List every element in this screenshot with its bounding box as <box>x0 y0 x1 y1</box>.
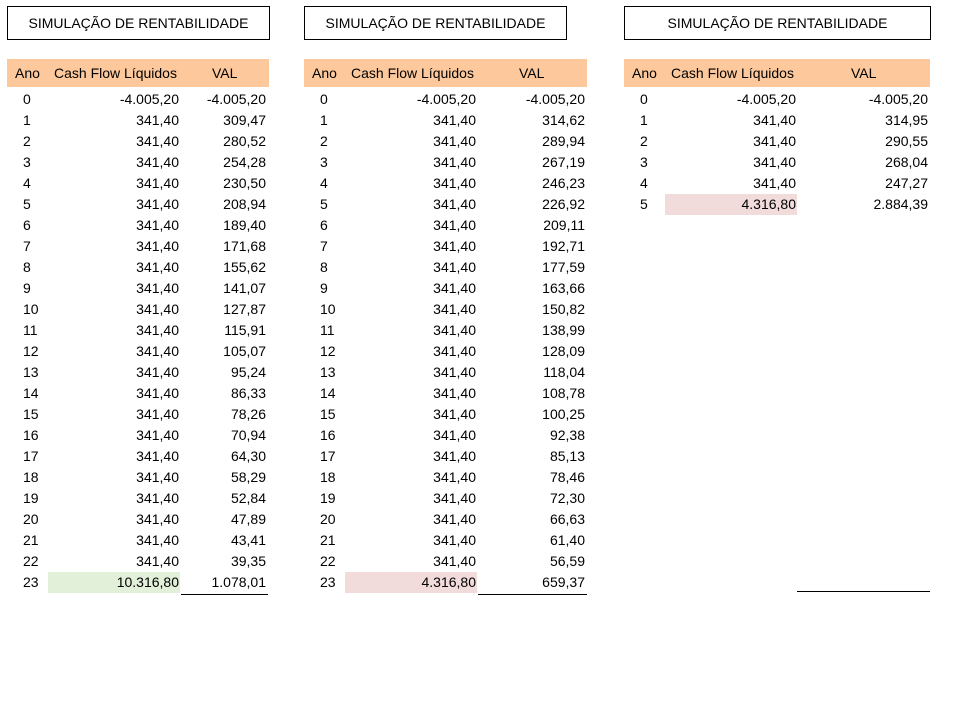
cell-ano[interactable]: 4 <box>640 175 648 191</box>
cell-ano[interactable]: 8 <box>23 259 31 275</box>
cell-val[interactable]: 254,28 <box>223 154 266 170</box>
cell-cash-flow[interactable]: 341,40 <box>136 343 179 359</box>
cell-val[interactable]: 290,55 <box>885 133 928 149</box>
cell-ano[interactable]: 1 <box>640 112 648 128</box>
cell-ano[interactable]: 21 <box>23 532 39 548</box>
cell-ano[interactable]: 10 <box>320 301 336 317</box>
cell-ano[interactable]: 20 <box>23 511 39 527</box>
cell-ano[interactable]: 11 <box>320 322 335 338</box>
cell-ano[interactable]: 2 <box>320 133 328 149</box>
cell-val[interactable]: 192,71 <box>542 238 585 254</box>
cell-ano[interactable]: 0 <box>320 91 328 107</box>
header-cash-flow: Cash Flow Líquidos <box>671 65 794 81</box>
table-row <box>0 110 962 131</box>
cell-ano[interactable]: 6 <box>320 217 328 233</box>
table-row <box>0 488 962 509</box>
cell-ano[interactable]: 19 <box>23 490 39 506</box>
table-row <box>0 509 962 530</box>
cell-cash-flow[interactable]: 341,40 <box>433 238 476 254</box>
cell-cash-flow[interactable]: 341,40 <box>136 280 179 296</box>
cell-cash-flow[interactable]: 341,40 <box>433 406 476 422</box>
cell-cash-flow[interactable]: 341,40 <box>136 511 179 527</box>
cell-ano[interactable]: 3 <box>23 154 31 170</box>
cell-val[interactable]: 155,62 <box>223 259 266 275</box>
cell-cash-flow[interactable]: 341,40 <box>136 112 179 128</box>
cell-ano[interactable]: 12 <box>320 343 336 359</box>
cell-val[interactable]: -4.005,20 <box>206 91 266 107</box>
table-row <box>0 257 962 278</box>
cell-val[interactable]: 226,92 <box>542 196 585 212</box>
panel-title: SIMULAÇÃO DE RENTABILIDADE <box>7 6 270 40</box>
cell-val[interactable]: 309,47 <box>223 112 266 128</box>
cell-cash-flow[interactable]: 341,40 <box>136 175 179 191</box>
cell-val[interactable]: 127,87 <box>223 301 266 317</box>
cell-cash-flow[interactable]: 341,40 <box>136 364 179 380</box>
table-row <box>0 89 962 110</box>
header-val: VAL <box>212 65 238 81</box>
sum-underline <box>181 594 268 595</box>
cell-cash-flow[interactable]: 341,40 <box>433 469 476 485</box>
cell-cash-flow[interactable]: 341,40 <box>433 532 476 548</box>
cell-cash-flow[interactable]: 341,40 <box>136 385 179 401</box>
cell-val[interactable]: 85,13 <box>549 448 585 464</box>
cell-ano[interactable]: 5 <box>320 196 328 212</box>
cell-val[interactable]: 72,30 <box>549 490 585 506</box>
cell-ano[interactable]: 16 <box>320 427 336 443</box>
cell-val[interactable]: 314,95 <box>885 112 928 128</box>
cell-val[interactable]: 280,52 <box>223 133 266 149</box>
cell-cash-flow[interactable]: 341,40 <box>136 322 179 338</box>
table-row <box>0 572 962 593</box>
cell-cash-flow[interactable]: 341,40 <box>433 217 476 233</box>
cell-ano[interactable]: 22 <box>320 553 336 569</box>
cell-cash-flow[interactable]: 341,40 <box>753 175 796 191</box>
cell-ano[interactable]: 15 <box>320 406 336 422</box>
cell-ano[interactable]: 15 <box>23 406 39 422</box>
cell-val[interactable]: 64,30 <box>230 448 266 464</box>
cell-cash-flow[interactable]: 341,40 <box>136 217 179 233</box>
cell-val[interactable]: 1.078,01 <box>211 574 266 590</box>
cell-cash-flow[interactable]: 341,40 <box>433 259 476 275</box>
table-row <box>0 425 962 446</box>
cell-ano[interactable]: 16 <box>23 427 39 443</box>
cell-val[interactable]: 267,19 <box>542 154 585 170</box>
cell-ano[interactable]: 12 <box>23 343 39 359</box>
sum-underline <box>797 591 930 592</box>
cell-ano[interactable]: 2 <box>23 133 31 149</box>
cell-ano[interactable]: 13 <box>23 364 39 380</box>
cell-cash-flow[interactable]: 4.316,80 <box>421 574 476 590</box>
cell-ano[interactable]: 1 <box>23 112 31 128</box>
cell-cash-flow[interactable]: -4.005,20 <box>416 91 476 107</box>
cell-ano[interactable]: 5 <box>23 196 31 212</box>
cell-val[interactable]: -4.005,20 <box>525 91 585 107</box>
panel-title: SIMULAÇÃO DE RENTABILIDADE <box>304 6 567 40</box>
cell-val[interactable]: 138,99 <box>542 322 585 338</box>
cell-cash-flow[interactable]: 341,40 <box>433 364 476 380</box>
cell-val[interactable]: 78,26 <box>230 406 266 422</box>
cell-ano[interactable]: 8 <box>320 259 328 275</box>
header-val: VAL <box>519 65 545 81</box>
cell-cash-flow[interactable]: 341,40 <box>433 553 476 569</box>
cell-ano[interactable]: 23 <box>23 574 39 590</box>
cell-val[interactable]: 86,33 <box>230 385 266 401</box>
header-ano: Ano <box>312 65 337 81</box>
cell-val[interactable]: 66,63 <box>549 511 585 527</box>
cell-cash-flow[interactable]: 341,40 <box>136 301 179 317</box>
cell-cash-flow[interactable]: 341,40 <box>433 301 476 317</box>
cell-ano[interactable]: 19 <box>320 490 336 506</box>
cell-cash-flow[interactable]: 341,40 <box>136 490 179 506</box>
cell-cash-flow[interactable]: 341,40 <box>136 448 179 464</box>
cell-val[interactable]: 92,38 <box>549 427 585 443</box>
cell-val[interactable]: 659,37 <box>542 574 585 590</box>
cell-val[interactable]: 105,07 <box>223 343 266 359</box>
cell-ano[interactable]: 23 <box>320 574 336 590</box>
header-cash-flow: Cash Flow Líquidos <box>351 65 474 81</box>
cell-val[interactable]: 128,09 <box>542 343 585 359</box>
table-header <box>624 59 930 87</box>
cell-cash-flow[interactable]: 341,40 <box>753 112 796 128</box>
table-row <box>0 236 962 257</box>
cell-cash-flow[interactable]: 341,40 <box>136 469 179 485</box>
cell-val[interactable]: -4.005,20 <box>868 91 928 107</box>
cell-val[interactable]: 163,66 <box>542 280 585 296</box>
cell-cash-flow[interactable]: 341,40 <box>136 427 179 443</box>
header-ano: Ano <box>632 65 657 81</box>
cell-cash-flow[interactable]: 341,40 <box>433 112 476 128</box>
cell-val[interactable]: 230,50 <box>223 175 266 191</box>
cell-ano[interactable]: 17 <box>320 448 336 464</box>
cell-val[interactable]: 189,40 <box>223 217 266 233</box>
panel-title: SIMULAÇÃO DE RENTABILIDADE <box>624 6 931 40</box>
cell-cash-flow[interactable]: 341,40 <box>136 406 179 422</box>
cell-cash-flow[interactable]: 341,40 <box>753 133 796 149</box>
cell-val[interactable]: 100,25 <box>542 406 585 422</box>
cell-cash-flow[interactable]: 341,40 <box>433 343 476 359</box>
cell-val[interactable]: 58,29 <box>230 469 266 485</box>
table-header <box>7 59 269 87</box>
cell-cash-flow[interactable]: 341,40 <box>136 133 179 149</box>
cell-cash-flow[interactable]: -4.005,20 <box>119 91 179 107</box>
cell-val[interactable]: 108,78 <box>542 385 585 401</box>
cell-val[interactable]: 246,23 <box>542 175 585 191</box>
cell-cash-flow[interactable]: 341,40 <box>433 196 476 212</box>
cell-ano[interactable]: 21 <box>320 532 336 548</box>
cell-ano[interactable]: 14 <box>23 385 39 401</box>
cell-ano[interactable]: 2 <box>640 133 648 149</box>
cell-val[interactable]: 52,84 <box>230 490 266 506</box>
cell-ano[interactable]: 11 <box>23 322 38 338</box>
cell-cash-flow[interactable]: 341,40 <box>433 133 476 149</box>
cell-ano[interactable]: 7 <box>320 238 328 254</box>
cell-cash-flow[interactable]: -4.005,20 <box>736 91 796 107</box>
table-row <box>0 446 962 467</box>
header-ano: Ano <box>15 65 40 81</box>
cell-val[interactable]: 39,35 <box>230 553 266 569</box>
cell-val[interactable]: 141,07 <box>223 280 266 296</box>
cell-ano[interactable]: 10 <box>23 301 39 317</box>
cell-cash-flow[interactable]: 341,40 <box>433 154 476 170</box>
cell-cash-flow[interactable]: 341,40 <box>433 175 476 191</box>
cell-val[interactable]: 268,04 <box>885 154 928 170</box>
cell-val[interactable]: 247,27 <box>885 175 928 191</box>
cell-val[interactable]: 61,40 <box>549 532 585 548</box>
cell-ano[interactable]: 5 <box>640 196 648 212</box>
cell-ano[interactable]: 7 <box>23 238 31 254</box>
table-row <box>0 341 962 362</box>
cell-cash-flow[interactable]: 341,40 <box>433 385 476 401</box>
table-row <box>0 278 962 299</box>
cell-val[interactable]: 314,62 <box>542 112 585 128</box>
cell-cash-flow[interactable]: 341,40 <box>136 532 179 548</box>
cell-ano[interactable]: 4 <box>23 175 31 191</box>
cell-val[interactable]: 115,91 <box>224 322 266 338</box>
cell-cash-flow[interactable]: 341,40 <box>136 154 179 170</box>
table-row <box>0 320 962 341</box>
cell-cash-flow[interactable]: 341,40 <box>433 511 476 527</box>
cell-ano[interactable]: 0 <box>640 91 648 107</box>
cell-val[interactable]: 47,89 <box>230 511 266 527</box>
cell-val[interactable]: 177,59 <box>542 259 585 275</box>
cell-cash-flow[interactable]: 341,40 <box>433 490 476 506</box>
cell-ano[interactable]: 18 <box>23 469 39 485</box>
cell-val[interactable]: 209,11 <box>543 217 585 233</box>
cell-cash-flow[interactable]: 10.316,80 <box>116 574 179 590</box>
cell-cash-flow[interactable]: 341,40 <box>433 448 476 464</box>
cell-val[interactable]: 208,94 <box>223 196 266 212</box>
cell-val[interactable]: 2.884,39 <box>873 196 928 212</box>
table-row <box>0 194 962 215</box>
cell-ano[interactable]: 22 <box>23 553 39 569</box>
table-row <box>0 173 962 194</box>
cell-cash-flow[interactable]: 341,40 <box>753 154 796 170</box>
cell-ano[interactable]: 3 <box>640 154 648 170</box>
table-row <box>0 215 962 236</box>
cell-val[interactable]: 70,94 <box>230 427 266 443</box>
sum-underline <box>478 594 587 595</box>
cell-cash-flow[interactable]: 341,40 <box>136 196 179 212</box>
table-row <box>0 383 962 404</box>
cell-cash-flow[interactable]: 341,40 <box>433 427 476 443</box>
cell-ano[interactable]: 9 <box>320 280 328 296</box>
cell-val[interactable]: 78,46 <box>549 469 585 485</box>
cell-ano[interactable]: 0 <box>23 91 31 107</box>
cell-val[interactable]: 95,24 <box>230 364 266 380</box>
cell-cash-flow[interactable]: 341,40 <box>433 322 476 338</box>
cell-val[interactable]: 289,94 <box>542 133 585 149</box>
table-row <box>0 530 962 551</box>
cell-ano[interactable]: 4 <box>320 175 328 191</box>
cell-ano[interactable]: 18 <box>320 469 336 485</box>
cell-ano[interactable]: 14 <box>320 385 336 401</box>
cell-val[interactable]: 43,41 <box>230 532 266 548</box>
header-val: VAL <box>851 65 877 81</box>
table-row <box>0 362 962 383</box>
table-row <box>0 152 962 173</box>
cell-val[interactable]: 118,04 <box>543 364 585 380</box>
cell-cash-flow[interactable]: 4.316,80 <box>741 196 796 212</box>
cell-cash-flow[interactable]: 341,40 <box>136 259 179 275</box>
cell-ano[interactable]: 1 <box>320 112 328 128</box>
table-row <box>0 467 962 488</box>
table-row <box>0 299 962 320</box>
cell-ano[interactable]: 20 <box>320 511 336 527</box>
cell-cash-flow[interactable]: 341,40 <box>136 238 179 254</box>
cell-ano[interactable]: 9 <box>23 280 31 296</box>
table-row <box>0 131 962 152</box>
cell-cash-flow[interactable]: 341,40 <box>136 553 179 569</box>
cell-ano[interactable]: 17 <box>23 448 39 464</box>
cell-ano[interactable]: 6 <box>23 217 31 233</box>
table-row <box>0 551 962 572</box>
header-cash-flow: Cash Flow Líquidos <box>54 65 177 81</box>
cell-val[interactable]: 56,59 <box>549 553 585 569</box>
cell-val[interactable]: 171,68 <box>223 238 266 254</box>
table-header <box>304 59 587 87</box>
cell-ano[interactable]: 13 <box>320 364 336 380</box>
cell-val[interactable]: 150,82 <box>542 301 585 317</box>
cell-ano[interactable]: 3 <box>320 154 328 170</box>
table-row <box>0 404 962 425</box>
cell-cash-flow[interactable]: 341,40 <box>433 280 476 296</box>
